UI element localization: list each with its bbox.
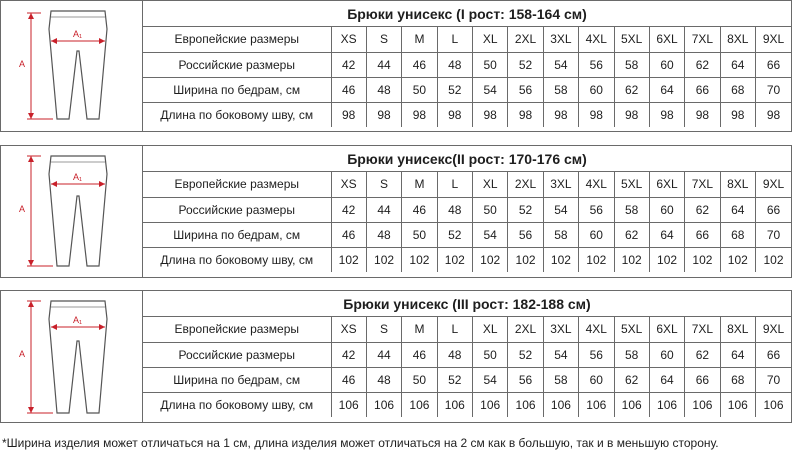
table-cell: 102 — [649, 247, 684, 272]
table-cell: S — [366, 172, 401, 197]
table-row — [143, 392, 791, 417]
table-cell: 52 — [437, 367, 472, 392]
table-cell: 52 — [508, 342, 543, 367]
row-label: Длина по боковому шву, см — [143, 247, 331, 272]
table-cell: 58 — [614, 197, 649, 222]
table-cell: 5XL — [614, 172, 649, 197]
table-cell: 102 — [331, 247, 366, 272]
table-cell: 106 — [649, 392, 684, 417]
table-cell: 102 — [366, 247, 401, 272]
block-title: Брюки унисекс (I рост: 158-164 см) — [143, 1, 791, 27]
table-cell: 106 — [579, 392, 614, 417]
table-cell: 46 — [331, 367, 366, 392]
pants-icon — [1, 1, 141, 131]
table-cell: 52 — [437, 77, 472, 102]
table-cell: 7XL — [685, 172, 720, 197]
table-cell: 102 — [402, 247, 437, 272]
table-cell: 50 — [402, 367, 437, 392]
table-cell: 62 — [614, 77, 649, 102]
table-row — [143, 197, 791, 222]
table-cell: 48 — [366, 222, 401, 247]
table-cell: 102 — [614, 247, 649, 272]
table-cell: 4XL — [579, 172, 614, 197]
table-cell: M — [402, 172, 437, 197]
table-cell: M — [402, 317, 437, 342]
table-cell: 98 — [720, 102, 755, 127]
table-cell: 56 — [579, 197, 614, 222]
table-cell: 54 — [473, 222, 508, 247]
table-cell: 66 — [756, 52, 792, 77]
table-cell: 70 — [756, 222, 792, 247]
footnote: *Ширина изделия может отличаться на 1 см, длина изделия может отличаться на 2 см как в большую, так и в меньшую сторону. — [2, 436, 719, 450]
length-label: A — [19, 349, 26, 359]
table-cell: 54 — [543, 342, 578, 367]
table-cell: 44 — [366, 52, 401, 77]
table-cell: 58 — [614, 52, 649, 77]
table-cell: S — [366, 317, 401, 342]
pants-diagram — [1, 291, 143, 422]
table-cell: 106 — [366, 392, 401, 417]
table-cell: 5XL — [614, 27, 649, 52]
width-label: A₁ — [73, 315, 83, 325]
table-cell: 98 — [649, 102, 684, 127]
table-cell: 106 — [331, 392, 366, 417]
table-cell: 42 — [331, 52, 366, 77]
table-cell: 68 — [720, 77, 755, 102]
table-cell: 7XL — [685, 27, 720, 52]
table-cell: 98 — [756, 102, 792, 127]
table-cell: 102 — [756, 247, 792, 272]
table-cell: 54 — [473, 77, 508, 102]
table-cell: 52 — [437, 222, 472, 247]
table-cell: 56 — [579, 52, 614, 77]
table-cell: 42 — [331, 342, 366, 367]
pants-icon — [1, 291, 141, 421]
table-cell: 102 — [473, 247, 508, 272]
size-table — [143, 317, 791, 417]
table-cell: 9XL — [756, 172, 792, 197]
pants-diagram — [1, 146, 143, 277]
table-cell: 5XL — [614, 317, 649, 342]
table-cell: 98 — [437, 102, 472, 127]
table-cell: 60 — [579, 77, 614, 102]
table-cell: 62 — [685, 342, 720, 367]
table-cell: 62 — [685, 52, 720, 77]
table-cell: 58 — [543, 77, 578, 102]
table-cell: 46 — [402, 197, 437, 222]
table-cell: 2XL — [508, 317, 543, 342]
table-cell: 48 — [366, 77, 401, 102]
table-cell: 66 — [756, 197, 792, 222]
table-cell: 58 — [543, 367, 578, 392]
table-cell: 106 — [543, 392, 578, 417]
row-label: Ширина по бедрам, см — [143, 367, 331, 392]
table-cell: 48 — [437, 52, 472, 77]
length-label: A — [19, 204, 26, 214]
table-row — [143, 317, 791, 342]
table-cell: 56 — [508, 77, 543, 102]
table-row — [143, 342, 791, 367]
row-label: Российские размеры — [143, 342, 331, 367]
length-label: A — [19, 59, 26, 69]
table-cell: 106 — [756, 392, 792, 417]
table-cell: 56 — [508, 367, 543, 392]
row-label: Европейские размеры — [143, 27, 331, 52]
table-cell: 44 — [366, 197, 401, 222]
size-table — [143, 172, 791, 272]
table-cell: 98 — [508, 102, 543, 127]
table-cell: 56 — [579, 342, 614, 367]
row-label: Европейские размеры — [143, 172, 331, 197]
table-cell: 7XL — [685, 317, 720, 342]
table-cell: 48 — [437, 197, 472, 222]
table-cell: 64 — [720, 52, 755, 77]
table-cell: 62 — [614, 367, 649, 392]
table-row — [143, 172, 791, 197]
row-label: Европейские размеры — [143, 317, 331, 342]
table-cell: 60 — [579, 222, 614, 247]
table-cell: 50 — [402, 222, 437, 247]
table-cell: L — [437, 317, 472, 342]
table-cell: XL — [473, 27, 508, 52]
pants-icon — [1, 146, 141, 276]
table-cell: 98 — [402, 102, 437, 127]
table-cell: 6XL — [649, 27, 684, 52]
table-cell: 2XL — [508, 27, 543, 52]
table-row — [143, 77, 791, 102]
table-cell: 62 — [614, 222, 649, 247]
table-cell: 6XL — [649, 172, 684, 197]
table-cell: 46 — [331, 77, 366, 102]
table-cell: 4XL — [579, 27, 614, 52]
table-cell: 3XL — [543, 317, 578, 342]
table-cell: XS — [331, 172, 366, 197]
table-cell: 66 — [685, 77, 720, 102]
table-cell: 54 — [543, 52, 578, 77]
table-cell: 6XL — [649, 317, 684, 342]
table-cell: 8XL — [720, 27, 755, 52]
table-cell: 58 — [614, 342, 649, 367]
table-cell: 106 — [720, 392, 755, 417]
table-cell: 66 — [685, 222, 720, 247]
table-cell: 106 — [402, 392, 437, 417]
table-cell: 70 — [756, 367, 792, 392]
table-cell: L — [437, 27, 472, 52]
table-cell: 64 — [649, 77, 684, 102]
size-table — [143, 27, 791, 127]
row-label: Длина по боковому шву, см — [143, 392, 331, 417]
table-cell: 52 — [508, 52, 543, 77]
table-cell: 106 — [437, 392, 472, 417]
table-cell: 98 — [579, 102, 614, 127]
table-cell: 106 — [508, 392, 543, 417]
table-row — [143, 27, 791, 52]
table-cell: 68 — [720, 367, 755, 392]
size-block-3 — [0, 290, 792, 423]
table-cell: 66 — [685, 367, 720, 392]
table-cell: 64 — [720, 197, 755, 222]
table-cell: XL — [473, 172, 508, 197]
table-cell: 48 — [366, 367, 401, 392]
table-cell: 102 — [720, 247, 755, 272]
table-cell: 50 — [402, 77, 437, 102]
block-title: Брюки унисекс (III рост: 182-188 см) — [143, 291, 791, 317]
table-cell: 46 — [402, 52, 437, 77]
row-label: Российские размеры — [143, 52, 331, 77]
table-cell: 60 — [579, 367, 614, 392]
table-cell: 8XL — [720, 317, 755, 342]
width-label: A₁ — [73, 29, 83, 39]
table-cell: 42 — [331, 197, 366, 222]
width-label: A₁ — [73, 172, 83, 182]
row-label: Ширина по бедрам, см — [143, 222, 331, 247]
table-cell: 50 — [473, 197, 508, 222]
table-row — [143, 367, 791, 392]
table-cell: 70 — [756, 77, 792, 102]
table-cell: 98 — [473, 102, 508, 127]
table-cell: 46 — [331, 222, 366, 247]
table-cell: 58 — [543, 222, 578, 247]
table-cell: 4XL — [579, 317, 614, 342]
table-cell: M — [402, 27, 437, 52]
size-block-1 — [0, 0, 792, 132]
table-row — [143, 222, 791, 247]
table-cell: S — [366, 27, 401, 52]
table-cell: 52 — [508, 197, 543, 222]
table-cell: 48 — [437, 342, 472, 367]
table-cell: 98 — [331, 102, 366, 127]
table-cell: 98 — [543, 102, 578, 127]
table-cell: L — [437, 172, 472, 197]
table-cell: 106 — [685, 392, 720, 417]
table-cell: 102 — [508, 247, 543, 272]
table-cell: 50 — [473, 52, 508, 77]
table-cell: 9XL — [756, 317, 792, 342]
table-cell: 56 — [508, 222, 543, 247]
table-cell: 62 — [685, 197, 720, 222]
table-cell: 2XL — [508, 172, 543, 197]
table-cell: 102 — [543, 247, 578, 272]
table-row — [143, 52, 791, 77]
table-cell: 54 — [473, 367, 508, 392]
table-cell: 60 — [649, 197, 684, 222]
block-title: Брюки унисекс(II рост: 170-176 см) — [143, 146, 791, 172]
table-cell: 9XL — [756, 27, 792, 52]
table-cell: 64 — [720, 342, 755, 367]
table-cell: 50 — [473, 342, 508, 367]
table-cell: XS — [331, 27, 366, 52]
table-cell: 64 — [649, 367, 684, 392]
table-cell: 64 — [649, 222, 684, 247]
table-cell: 106 — [614, 392, 649, 417]
table-cell: 102 — [437, 247, 472, 272]
table-cell: 60 — [649, 52, 684, 77]
table-cell: 3XL — [543, 27, 578, 52]
table-cell: 60 — [649, 342, 684, 367]
table-cell: 3XL — [543, 172, 578, 197]
table-row — [143, 247, 791, 272]
table-cell: 66 — [756, 342, 792, 367]
table-cell: 106 — [473, 392, 508, 417]
table-cell: 102 — [579, 247, 614, 272]
table-cell: XS — [331, 317, 366, 342]
table-cell: 68 — [720, 222, 755, 247]
row-label: Российские размеры — [143, 197, 331, 222]
table-cell: 98 — [366, 102, 401, 127]
table-cell: 46 — [402, 342, 437, 367]
table-cell: 98 — [614, 102, 649, 127]
pants-diagram — [1, 1, 143, 131]
table-cell: 8XL — [720, 172, 755, 197]
row-label: Ширина по бедрам, см — [143, 77, 331, 102]
table-cell: 98 — [685, 102, 720, 127]
table-cell: 54 — [543, 197, 578, 222]
table-cell: 102 — [685, 247, 720, 272]
table-cell: 44 — [366, 342, 401, 367]
table-row — [143, 102, 791, 127]
table-cell: XL — [473, 317, 508, 342]
size-block-2 — [0, 145, 792, 278]
row-label: Длина по боковому шву, см — [143, 102, 331, 127]
